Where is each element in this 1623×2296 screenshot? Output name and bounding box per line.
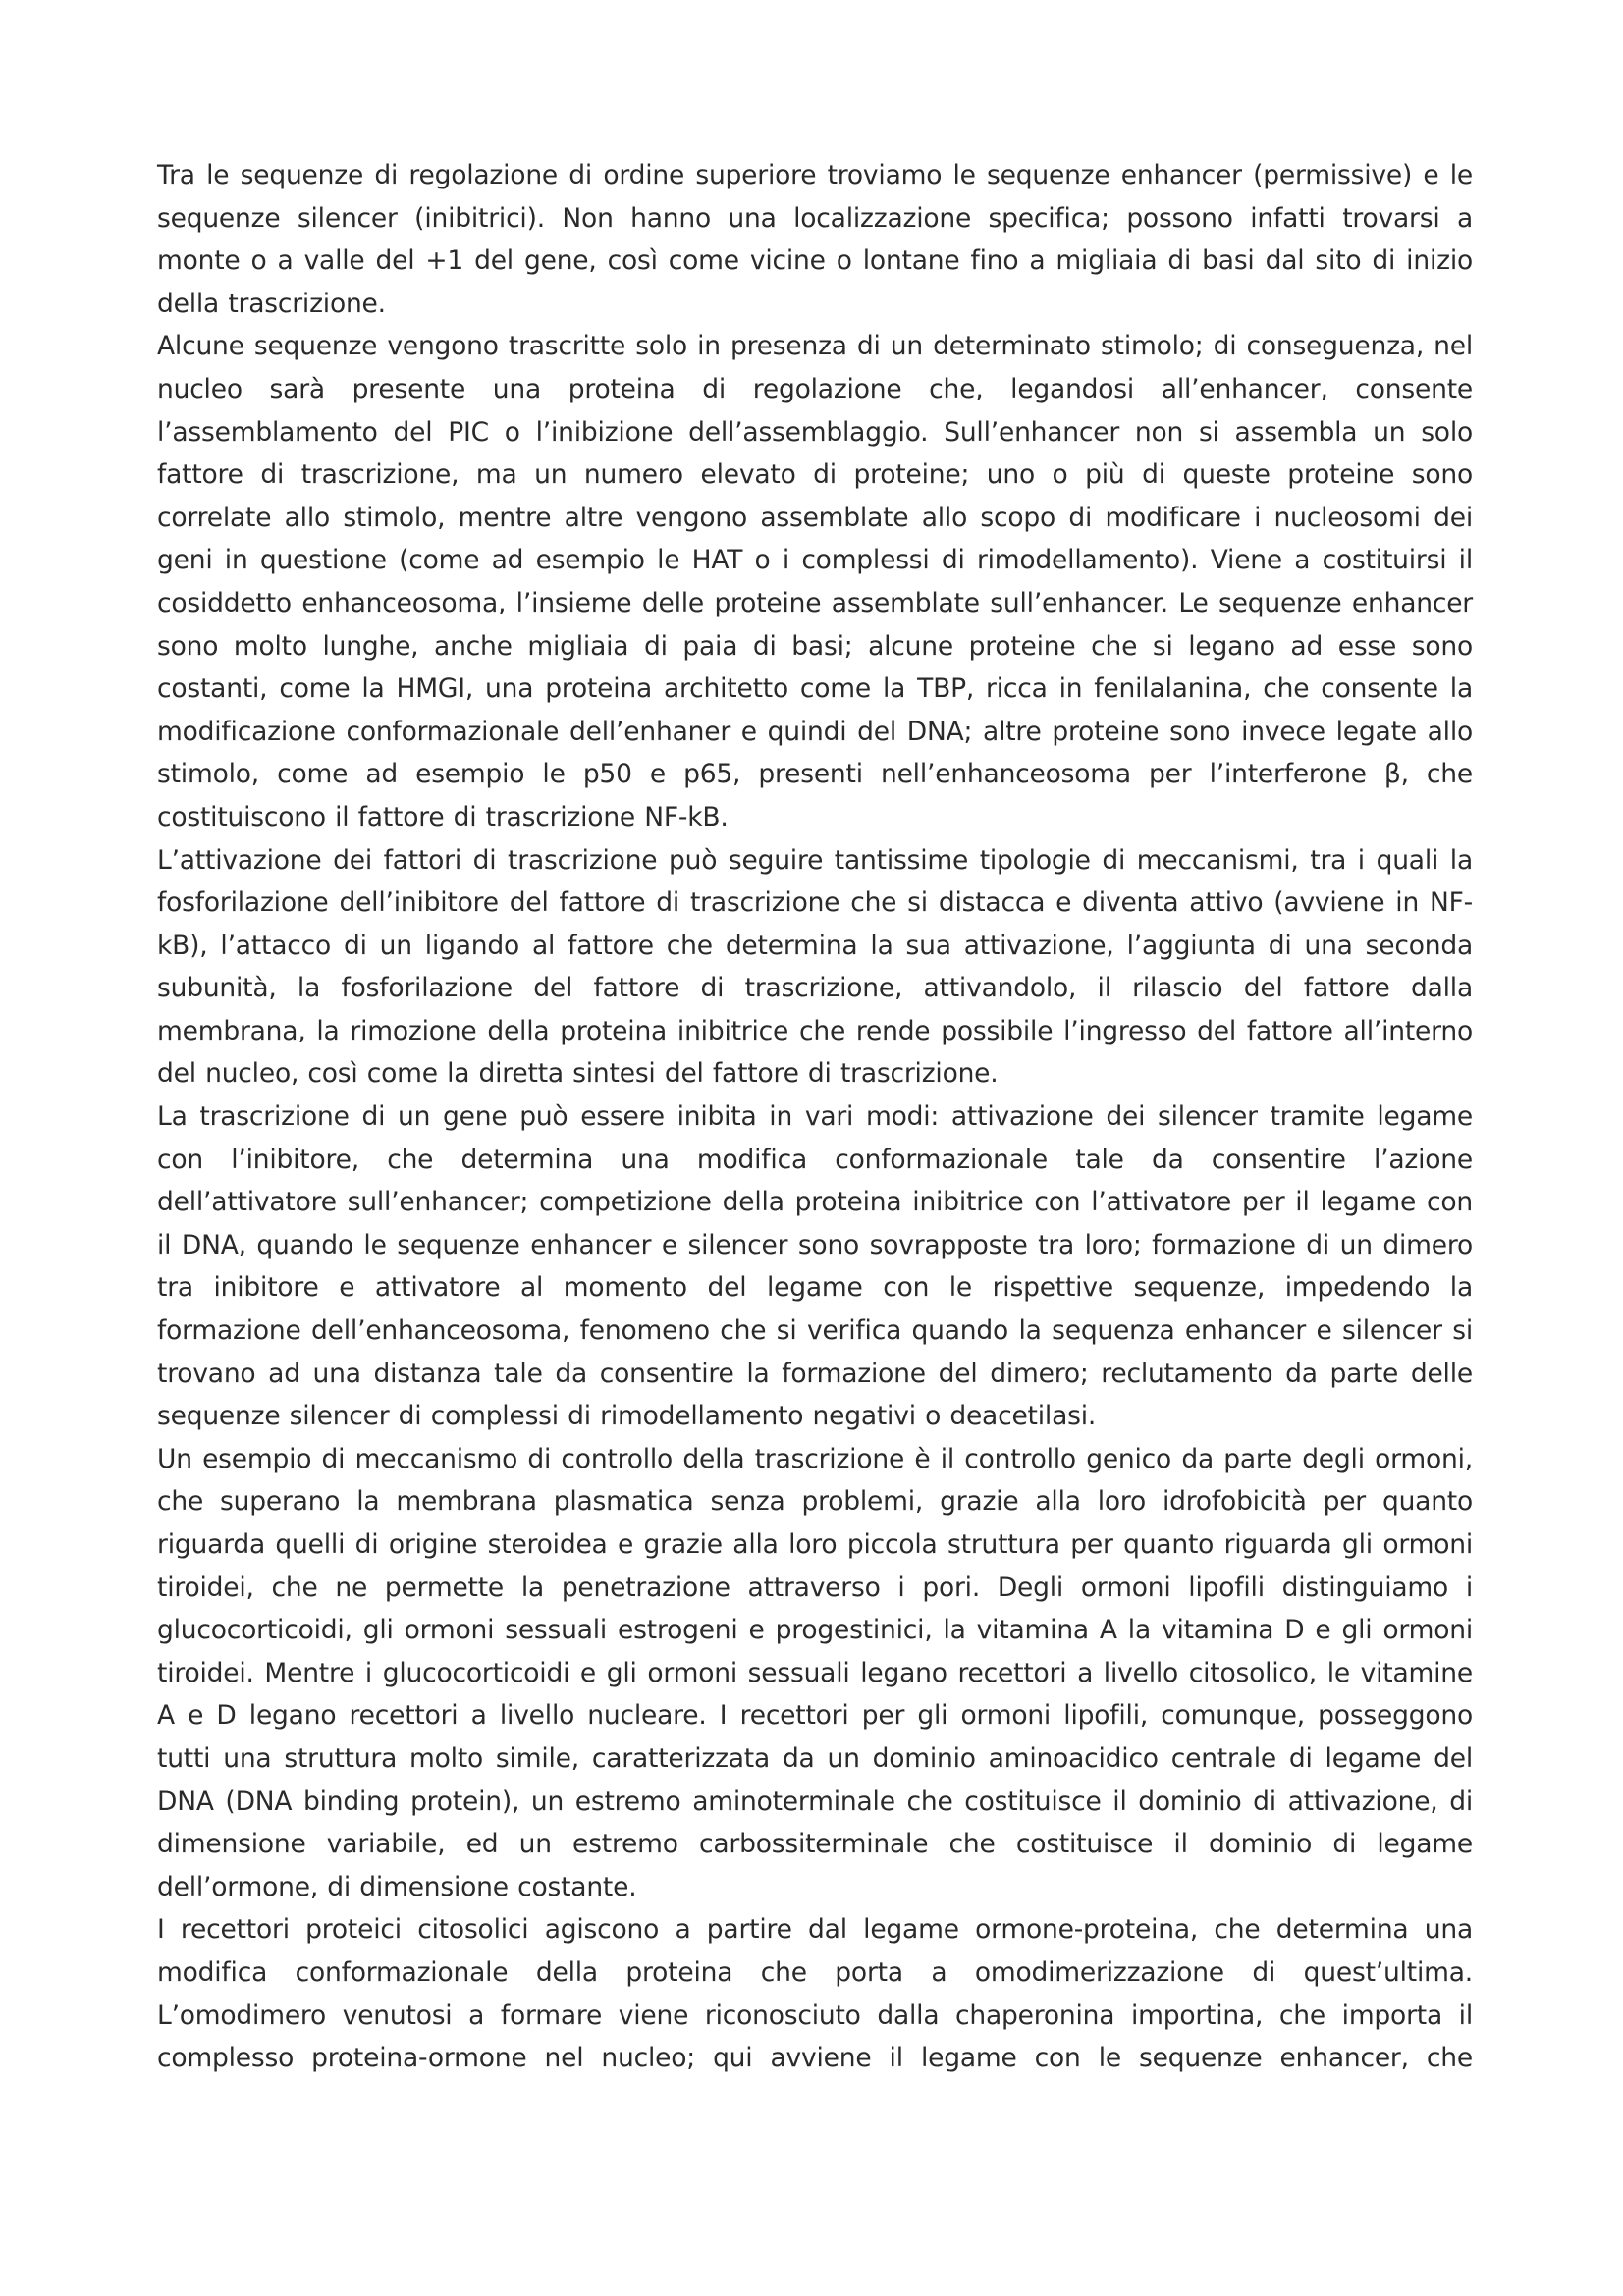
document-page [157,154,1473,2080]
paragraph-inibizione-trascrizione: La trascrizione di un gene può essere inibita in vari modi: attivazione dei silencer tramite legame con l’inibitore, che determina una modifica conformazionale tale da consentire l’azione dell’attivatore sull’enhancer; competizione della proteina inibitrice con l’attivatore per il legame con il DNA, quando le sequenze enhancer e silencer sono sovrapposte tra loro; formazione di un dimero tra inibitore e attivatore al momento del legame con le rispettive sequenze, impedendo la formazione dell’enhanceosoma, fenomeno che si verifica quando la sequenza enhancer e silencer si trovano ad una distanza tale da consentire la formazione del dimero; reclutamento da parte delle sequenze silencer di complessi di rimodellamento negativi o deacetilasi. [157,1101,1473,1432]
paragraph-enhancer-silencer: Tra le sequenze di regolazione di ordine superiore troviamo le sequenze enhancer (permissive) e le sequenze silencer (inibitrici). Non hanno una localizzazione specifica; possono infatti trovarsi a monte o a valle del +1 del gene, così come vicine o lontane fino a migliaia di basi dal sito di inizio della trascrizione. [157,160,1473,319]
paragraph-controllo-ormonale: Un esempio di meccanismo di controllo della trascrizione è il controllo genico da parte degli ormoni, che superano la membrana plasmatica senza problemi, grazie alla loro idrofobicità per quanto riguarda quelli di origine steroidea e grazie alla loro piccola struttura per quanto riguarda gli ormoni tiroidei, che ne permette la penetrazione attraverso i pori. Degli ormoni lipofili distinguiamo i glucocorticoidi, gli ormoni sessuali estrogeni e progestinici, la vitamina A la vitamina D e gli ormoni tiroidei. Mentre i glucocorticoidi e gli ormoni sessuali legano recettori a livello citosolico, le vitamine A e D legano recettori a livello nucleare. I recettori per gli ormoni lipofili, comunque, posseggono tutti una struttura molto simile, caratterizzata da un dominio aminoacidico centrale di legame del DNA (DNA binding protein), un estremo aminoterminale che costituisce il dominio di attivazione, di dimensione variabile, ed un estremo carbossiterminale che costituisce il dominio di legame dell’ormone, di dimensione costante. [157,1443,1473,1902]
paragraph-recettori-citosolici: I recettori proteici citosolici agiscono a partire dal legame ormone-proteina, che determina una modifica conformazionale della proteina che porta a omodimerizzazione di quest’ultima. L’omodimero venutosi a formare viene riconosciuto dalla chaperonina importina, che importa il complesso proteina-ormone nel nucleo; qui avviene il legame con le sequenze enhancer, che [157,1914,1473,2074]
paragraph-enhanceosoma: Alcune sequenze vengono trascritte solo in presenza di un determinato stimolo; di conseguenza, nel nucleo sarà presente una proteina di regolazione che, legandosi all’enhancer, consente l’assemblamento del PIC o l’inibizione dell’assemblaggio. Sull’enhancer non si assembla un solo fattore di trascrizione, ma un numero elevato di proteine; uno o più di queste proteine sono correlate allo stimolo, mentre altre vengono assemblate allo scopo di modificare i nucleosomi dei geni in questione (come ad esempio le HAT o i complessi di rimodellamento). Viene a costituirsi il cosiddetto enhanceosoma, l’insieme delle proteine assemblate sull’enhancer. Le sequenze enhancer sono molto lunghe, anche migliaia di paia di basi; alcune proteine che si legano ad esse sono costanti, come la HMGI, una proteina architetto come la TBP, ricca in fenilalanina, che consente la modificazione conformazionale dell’enhaner e quindi del DNA; altre proteine sono invece legate allo stimolo, come ad esempio le p50 e p65, presenti nell’enhanceosoma per l’interferone β, che costituiscono il fattore di trascrizione NF-kB. [157,331,1473,832]
paragraph-attivazione-fattori: L’attivazione dei fattori di trascrizione può seguire tantissime tipologie di meccanismi, tra i quali la fosforilazione dell’inibitore del fattore di trascrizione che si distacca e diventa attivo (avviene in NF-kB), l’attacco di un ligando al fattore che determina la sua attivazione, l’aggiunta di una seconda subunità, la fosforilazione del fattore di trascrizione, attivandolo, il rilascio del fattore dalla membrana, la rimozione della proteina inibitrice che rende possibile l’ingresso del fattore all’interno del nucleo, così come la diretta sintesi del fattore di trascrizione. [157,844,1473,1090]
